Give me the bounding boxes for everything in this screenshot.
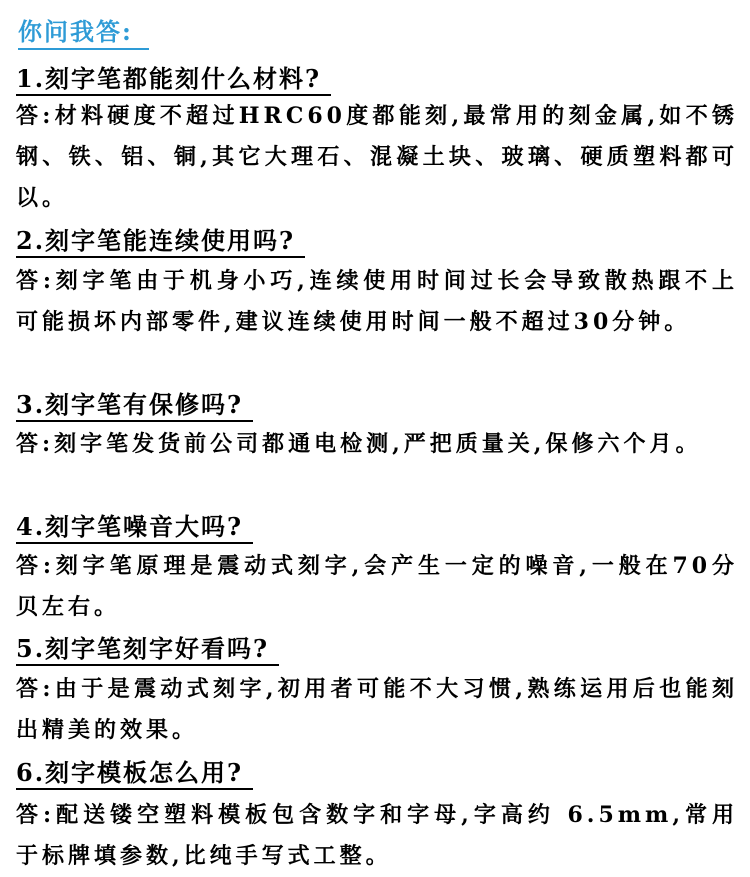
answer-5: 答:由于是震动式刻字,初用者可能不大习惯,熟练运用后也能刻出精美的效果。 <box>16 676 738 743</box>
answer-4: 答:刻字笔原理是震动式刻字,会产生一定的噪音,一般在70分贝左右。 <box>16 553 738 620</box>
question-4: 4.刻字笔噪音大吗? <box>16 512 253 544</box>
faq-heading: 你问我答: <box>18 16 149 50</box>
answer-6: 答:配送镂空塑料模板包含数字和字母,字高约 6.5mm,常用于标牌填参数,比纯手写式工整。 <box>16 802 738 869</box>
question-3: 3.刻字笔有保修吗? <box>16 390 253 422</box>
answer-1: 答:材料硬度不超过HRC60度都能刻,最常用的刻金属,如不锈钢、铁、铝、铜,其它大理石、混凝土块、玻璃、硬质塑料都可以。 <box>16 103 738 211</box>
answer-2: 答:刻字笔由于机身小巧,连续使用时间过长会导致散热跟不上可能损坏内部零件,建议连续使用时间一般不超过30分钟。 <box>16 268 738 335</box>
question-6: 6.刻字模板怎么用? <box>16 758 253 790</box>
answer-3: 答:刻字笔发货前公司都通电检测,严把质量关,保修六个月。 <box>16 431 702 457</box>
question-2: 2.刻字笔能连续使用吗? <box>16 226 305 258</box>
question-1: 1.刻字笔都能刻什么材料? <box>16 64 331 96</box>
question-5: 5.刻字笔刻字好看吗? <box>16 634 279 666</box>
